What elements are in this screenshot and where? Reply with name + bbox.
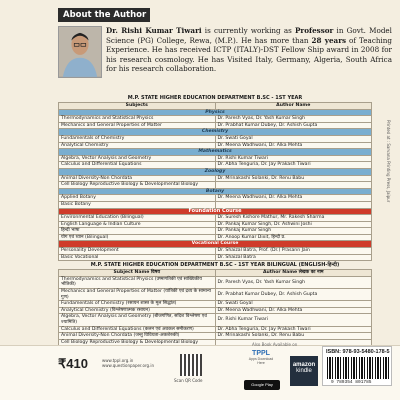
subject-cell: Thermodynamics and Statistical Physics bbox=[59, 116, 216, 123]
foundation-header-row bbox=[59, 208, 372, 215]
author-cell: Dr. Pankaj Kumar Singh bbox=[215, 228, 372, 235]
subject-cell: Algebra, Vector Analysis and Geometry (बीजगणित, सदिश विश्लेषण एवं ज्यामिति) bbox=[59, 314, 216, 326]
author-cell: Dr. Meena Wadhwani, Dr. Alka Mehta bbox=[215, 307, 372, 314]
vocational-course-label: Vocational Course bbox=[59, 241, 372, 248]
author-cell: Dr. Mrinakashi Solanki, Dr. Renu Babu bbox=[215, 333, 372, 340]
kindle-label: kindle bbox=[296, 368, 312, 374]
foundation-course-label: Foundation Course bbox=[59, 208, 372, 215]
subject-group-label: Mathematics bbox=[59, 149, 372, 156]
author-cell bbox=[215, 201, 372, 208]
subject-cell: English Language & Indian Culture bbox=[59, 221, 216, 228]
table-row bbox=[59, 276, 372, 288]
author-cell: Dr. Rishi Kumar Tiwari bbox=[215, 155, 372, 162]
subject-group-header bbox=[59, 168, 372, 175]
author-cell: Dr. Paresh Vyas, Dr. Yash Kumar Singh bbox=[215, 116, 372, 123]
table-row bbox=[59, 122, 372, 129]
table-row bbox=[59, 162, 372, 169]
table-row bbox=[59, 248, 372, 255]
amazon-kindle-badge[interactable] bbox=[290, 356, 318, 386]
table1-body bbox=[59, 109, 372, 261]
isbn-barcode-box bbox=[322, 346, 392, 386]
barcode bbox=[327, 357, 389, 379]
table-row bbox=[59, 301, 372, 308]
price-label: ₹410 bbox=[58, 356, 88, 371]
table-row bbox=[59, 221, 372, 228]
table-row bbox=[59, 116, 372, 123]
subject-cell: Mechanics and General Properties of Matter bbox=[59, 122, 216, 129]
table-row bbox=[59, 182, 372, 189]
subject-cell: हिन्दी भाषा bbox=[59, 228, 216, 235]
author-cell: Dr. Shaizal Batra bbox=[215, 254, 372, 261]
table-row bbox=[59, 326, 372, 333]
subject-group-header bbox=[59, 188, 372, 195]
author-cell: Dr. Anoop Kumar Dixit, हिन्दी प्र. bbox=[215, 234, 372, 241]
author-cell: Dr. Paresh Vyas, Dr. Yash Kumar Singh bbox=[215, 276, 372, 288]
subject-cell: Cell Biology Reproductive Biology & Developmental Biology bbox=[59, 339, 216, 346]
subject-cell: Animal Diversity-Non Chordata bbox=[59, 175, 216, 182]
author-cell: Dr. Swati Goyal bbox=[215, 135, 372, 142]
author-cell: Dr. Prabhat Kumar Dubey, Dr. Ashish Gupta bbox=[215, 289, 372, 301]
subject-group-label: Botany bbox=[59, 188, 372, 195]
qr-label: Scan QR Code bbox=[174, 378, 203, 383]
author-cell: Dr. Swati Goyal bbox=[215, 301, 372, 308]
subject-cell: Mechanics and General Properties of Matter (यांत्रिकी एवं द्रव्य के सामान्य गुण) bbox=[59, 289, 216, 301]
table-row bbox=[59, 234, 372, 241]
author-role: Professor bbox=[295, 26, 334, 35]
about-author-header: About the Author bbox=[58, 8, 150, 22]
table-row bbox=[59, 142, 372, 149]
author-name: Dr. Rishi Kumar Tiwari bbox=[106, 26, 202, 35]
table-row bbox=[59, 333, 372, 340]
also-available-label: Also Book Available on bbox=[252, 342, 298, 347]
website-link-1[interactable]: www.tppl.org.in bbox=[102, 358, 134, 363]
author-cell: Dr. Shaizal Batra, Prof. (Dr.) Prasann Jain bbox=[215, 248, 372, 255]
table-row bbox=[59, 201, 372, 208]
subject-cell: Applied Botany bbox=[59, 195, 216, 202]
subject-group-label: Physics bbox=[59, 109, 372, 116]
website-link-2[interactable]: www.questionpaper.org.in bbox=[102, 363, 155, 368]
subject-cell: Cell Biology Reproductive Biology & Developmental Biology bbox=[59, 182, 216, 189]
table1-header-author: Author Name bbox=[215, 103, 372, 110]
qr-code[interactable] bbox=[180, 354, 202, 376]
subject-cell: Basic Botany bbox=[59, 201, 216, 208]
subject-cell: Calculus and Differential Equations (कलन एवं अवकल समीकरण) bbox=[59, 326, 216, 333]
table2-header-subject: Subject Name विषय bbox=[59, 270, 216, 277]
table-row bbox=[59, 155, 372, 162]
bio-text-1: is currently working as bbox=[201, 26, 295, 35]
table1-header-subjects: Subjects bbox=[59, 103, 216, 110]
subject-cell: Analytical Chemistry bbox=[59, 142, 216, 149]
subject-group-header bbox=[59, 109, 372, 116]
subject-cell: Basic Vocational bbox=[59, 254, 216, 261]
subject-cell: Analytical Chemistry (विश्लेषणात्मक रसायन) bbox=[59, 307, 216, 314]
subject-cell: Animal Diversity-Non Chordata (जन्तु विविधता-अकशेरुकी) bbox=[59, 333, 216, 340]
author-cell: Dr. Abha Tenguria, Dr. Jay Prakash Tiwari bbox=[215, 326, 372, 333]
author-cell: Dr. Prabhat Kumar Dubey, Dr. Ashish Gupta bbox=[215, 122, 372, 129]
table-row bbox=[59, 314, 372, 326]
table-row bbox=[59, 254, 372, 261]
author-cell: Dr. Rishi Kumar Tiwari bbox=[215, 314, 372, 326]
subject-cell: Fundamentals of Chemistry bbox=[59, 135, 216, 142]
tppl-logo: TPPL bbox=[252, 350, 270, 357]
subject-cell: Thermodynamics and Statistical Physics (उष्मागतिकी एवं सांख्यिकीय भौतिकी) bbox=[59, 276, 216, 288]
isbn-text: ISBN: 978-93-5480-178-5 bbox=[326, 349, 390, 355]
table2-header-author: Author Name लेखक का नाम bbox=[215, 270, 372, 277]
table-row bbox=[59, 228, 372, 235]
subjects-table bbox=[58, 102, 372, 261]
table1-title: M.P. STATE HIGHER EDUCATION DEPARTMENT B.SC - 1ST YEAR bbox=[127, 95, 303, 101]
table-row bbox=[59, 195, 372, 202]
table-row bbox=[59, 135, 372, 142]
author-cell: Dr. Pankaj Kumar Singh, Dr. Ashwini Joshi bbox=[215, 221, 372, 228]
subject-cell: योग एवं ध्यान (Bilingual) bbox=[59, 234, 216, 241]
author-cell: Dr. Abha Tenguria, Dr. Jay Prakash Tiwari bbox=[215, 162, 372, 169]
table-row bbox=[59, 215, 372, 222]
subject-cell: Fundamentals of Chemistry (रसायन शास्त्र के मूल सिद्धांत) bbox=[59, 301, 216, 308]
author-cell: Dr. Meena Wadhwani, Dr. Alka Mehta bbox=[215, 195, 372, 202]
author-cell bbox=[215, 182, 372, 189]
amazon-label: amazon bbox=[292, 362, 316, 368]
subject-cell: Algebra, Vector Analysis and Geometry bbox=[59, 155, 216, 162]
table-row bbox=[59, 289, 372, 301]
subject-cell: Personality Development bbox=[59, 248, 216, 255]
author-photo bbox=[58, 26, 102, 78]
barcode-number: 9 789354 801785 bbox=[331, 380, 372, 385]
website-links bbox=[102, 358, 154, 368]
tppl-subtitle: Apps Download Here bbox=[248, 357, 274, 365]
books-tables bbox=[58, 95, 372, 360]
subject-group-label: Chemistry bbox=[59, 129, 372, 136]
tppl-app-badge[interactable] bbox=[245, 350, 277, 380]
author-cell: Dr. Mrinakashi Solanki, Dr. Renu Babu bbox=[215, 175, 372, 182]
table-row bbox=[59, 175, 372, 182]
bio-text-3: of Teaching Experience. He has received ICTP (ITALY)-DST Fellow Ship award in 2008 for his research cosmology. He has Visited Italy, Germany, Algeria, South Africa for his research collaboration. bbox=[106, 35, 393, 74]
subject-cell: Calculus and Differential Equations bbox=[59, 162, 216, 169]
printer-side-text: Printed at : Sarvana Printing Press, Jaipur bbox=[386, 120, 391, 203]
author-experience: 28 years bbox=[311, 35, 347, 45]
table-row bbox=[59, 307, 372, 314]
subject-group-header bbox=[59, 149, 372, 156]
table2-title: M.P. STATE HIGHER EDUCATION DEPARTMENT B.SC - 1ST YEAR BILINGUAL (ENGLISH-हिन्दी) bbox=[90, 262, 340, 269]
author-cell: Dr. Suresh Kishore Mathur, Mr. Rakesh Sharma bbox=[215, 215, 372, 222]
google-play-badge[interactable]: Google Play bbox=[244, 380, 280, 390]
subject-cell: Environmental Education (Bilingual) bbox=[59, 215, 216, 222]
author-cell: Dr. Meena Wadhwani, Dr. Alka Mehta bbox=[215, 142, 372, 149]
subject-group-header bbox=[59, 129, 372, 136]
subject-group-label: Zoology bbox=[59, 168, 372, 175]
bio-text-2: in Govt. Model Science (PG) College, Rewa, (M.P.). He has more than bbox=[106, 26, 392, 45]
vocational-header-row bbox=[59, 241, 372, 248]
author-bio bbox=[106, 26, 392, 74]
